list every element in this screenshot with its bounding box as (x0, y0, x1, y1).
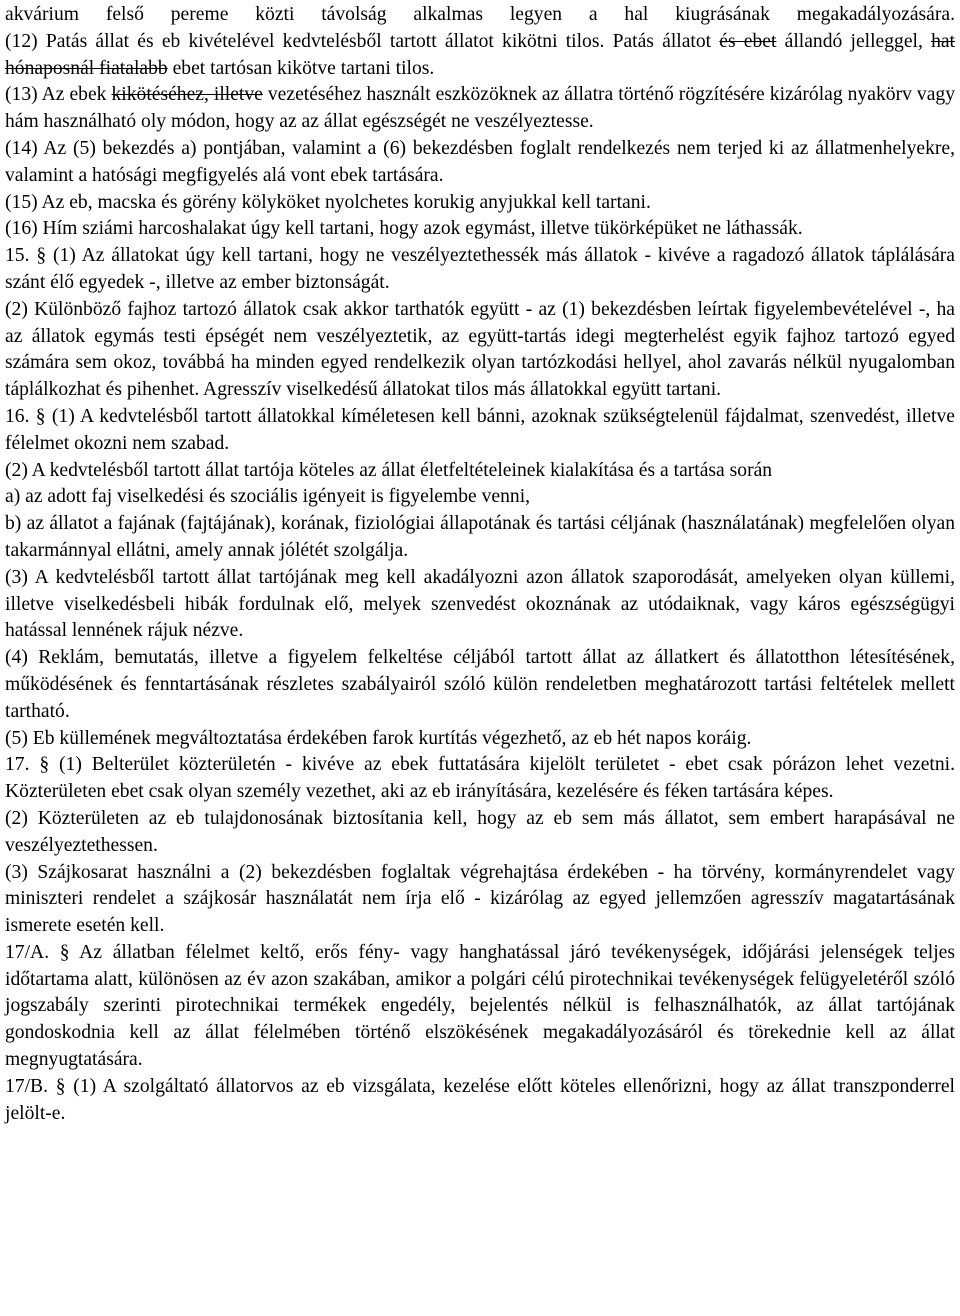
text-run: (12) Patás állat és eb kivételével kedvtelésből tartott állatot kikötni tilos. Patás állatot (5, 30, 720, 52)
paragraph-s16-3 (5, 565, 955, 645)
paragraph-s16-5 (5, 726, 955, 753)
paragraph-s16-2 (5, 458, 955, 485)
text-run: (16) Hím sziámi harcoshalakat úgy kell tartani, hogy azok egymást, illetve tükörképüket ne láthassák. (5, 218, 803, 240)
text-run: (14) Az (5) bekezdés a) pontjában, valamint a (6) bekezdésben foglalt rendelkezés nem terjed ki az állatmenhelyekre, valamint a hatósági megfigyelés alá vont ebek tartására. (5, 137, 955, 186)
text-run: (5) Eb küllemének megváltoztatása érdekében farok kurtítás végezhető, az eb hét napos koráig. (5, 727, 752, 749)
paragraph-s16-2a (5, 484, 955, 511)
paragraph-s15-2 (5, 297, 955, 404)
text-run: ebet tartósan kikötve tartani tilos. (167, 57, 435, 79)
text-run: (2) Különböző fajhoz tartozó állatok csak akkor tarthatók együtt - az (1) bekezdésben leírtak figyelembevételével -, ha az állatok egymás testi épségét nem veszélyeztetik, az együtt-tartás idegi megterhelést egyik fajhoz tartozó egyed számára sem okoz, továbbá ha minden egyed rendelkezik olyan tartózkodási hellyel, ahol zavarás nélkül nyugalomban táplálkozhat és pihenhet. Agresszív viselkedésű állatokat tilos más állatokkal együtt tartani. (5, 298, 955, 401)
struck-text: és ebet (719, 30, 777, 52)
paragraph-p15 (5, 190, 955, 217)
text-run: (15) Az eb, macska és görény kölyköket nyolchetes korukig anyjukkal kell tartani. (5, 191, 651, 213)
text-run: (2) A kedvtelésből tartott állat tartója köteles az állat életfeltételeinek kialakítása és a tartása során (5, 459, 773, 481)
text-run: 17/A. § Az állatban félelmet keltő, erős fény- vagy hanghatással járó tevékenységek, időjárási jelenségek teljes időtartama alatt, különösen az év azon szakában, amikor a polgári célú pirotechnikai tevékenységek felügyeletéről szóló jogszabály szerinti pirotechnikai termékek engedély, bejelentés nélkül is felhasználhatók, az állat tartójának gondoskodnia kell az állat félelmében történő elszökésének megakadályozásáról és törekednie kell az állat megnyugtatására. (5, 941, 955, 1071)
text-run: (3) A kedvtelésből tartott állat tartójának meg kell akadályozni azon állatok szaporodását, amelyeken olyan küllemi, illetve viselkedésbeli hibák fordulnak elő, melyek szenvedést okoznának az utódaiknak, vagy káros egészségügyi hatással lennének rájuk nézve. (5, 566, 955, 642)
text-run: a) az adott faj viselkedési és szociális igényeit is figyelembe venni, (5, 486, 531, 508)
text-run: (2) Közterületen az eb tulajdonosának biztosítania kell, hogy az eb sem más állatot, sem embert harapásával ne veszélyeztethessen. (5, 807, 955, 856)
paragraph-s15-1 (5, 243, 955, 297)
paragraph-p12 (5, 29, 955, 83)
text-run: vezetéséhez használt eszközöknek az állatra történő rögzítésére kizárólag nyakörv vagy hám használható oly módon, hogy az az állat egészségét ne veszélyeztesse. (5, 84, 956, 133)
text-run: 16. § (1) A kedvtelésből tartott állatokkal kíméletesen kell bánni, azoknak szükségtelenül fájdalmat, szenvedést, illetve félelmet okozni nem szabad. (5, 405, 955, 454)
text-run: 17/B. § (1) A szolgáltató állatorvos az eb vizsgálata, kezelése előtt köteles ellenőrizni, hogy az állat transzponderrel jelölt-e. (5, 1075, 955, 1124)
text-run: (13) Az ebek (5, 84, 112, 106)
paragraph-p14 (5, 136, 955, 190)
paragraph-s17a (5, 940, 955, 1074)
paragraph-p16 (5, 216, 955, 243)
paragraph-s17-2 (5, 806, 955, 860)
text-run: 15. § (1) Az állatokat úgy kell tartani, hogy ne veszélyeztethessék más állatok - kivéve a ragadozó állatok táplálására szánt élő egyedek -, illetve az ember biztonságát. (5, 245, 955, 293)
paragraph-s16-1 (5, 404, 955, 458)
text-run: akvárium felső pereme közti távolság alkalmas legyen a hal kiugrásának megakadályozására. (5, 4, 955, 25)
struck-text: kikötéséhez, illetve (111, 84, 263, 106)
struck-text: hat hónaposnál fiatalabb (5, 30, 955, 79)
paragraph-s17-1 (5, 752, 955, 806)
paragraph-s16-4 (5, 645, 955, 725)
text-run: b) az állatot a fajának (fajtájának), korának, fiziológiai állapotának és tartási céljának (használatának) megfelelően olyan takarmánnyal ellátni, amely annak jólétét szolgálja. (5, 513, 955, 561)
paragraph-p13 (5, 82, 955, 136)
text-run: állandó jelleggel, (776, 30, 932, 52)
paragraph-s16-2b (5, 511, 955, 565)
paragraph-p12-end (5, 2, 955, 29)
text-run: (4) Reklám, bemutatás, illetve a figyelem felkeltése céljából tartott állat az állatkert és állatotthon létesítésének, működésének és fenntartásának részletes szabályairól szóló külön rendeletben meghatározott tartási feltételek mellett tartható. (5, 647, 955, 722)
text-run: (3) Szájkosarat használni a (2) bekezdésben foglaltak végrehajtása érdekében - ha törvény, kormányrendelet vagy miniszteri rendelet a szájkosár használatát nem írja elő - kizárólag az egyed jellemzően agresszív magatartásának ismerete esetén kell. (5, 861, 955, 937)
paragraph-s17-3 (5, 860, 955, 940)
text-run: 17. § (1) Belterület közterületén - kivéve az ebek futtatására kijelölt területet - ebet csak pórázon lehet vezetni. Közterületen ebet csak olyan személy vezethet, aki az eb irányítására, kezelésére és féken tartására képes. (5, 754, 955, 803)
paragraph-s17b (5, 1074, 955, 1128)
